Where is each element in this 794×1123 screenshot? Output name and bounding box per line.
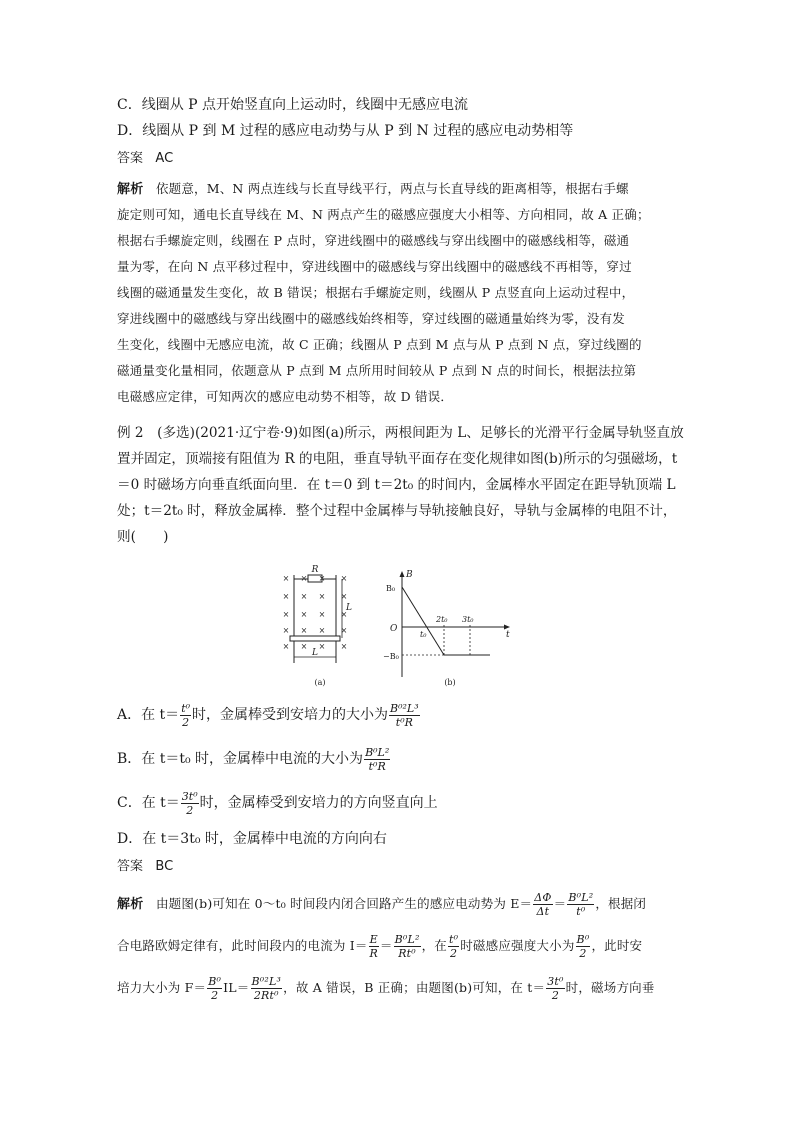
field-cross: × — [340, 642, 348, 651]
label-origin: O — [390, 624, 398, 634]
field-cross: × — [282, 592, 290, 601]
label-t0: t₀ — [420, 630, 427, 639]
option-d: D．线圈从 P 到 M 过程的感应电动势与从 P 到 N 过程的感应电动势相等 — [117, 123, 574, 139]
example-2-line-5: 则( ) — [117, 529, 169, 545]
figure-b — [383, 570, 510, 687]
q2-option-c: C．在 t＝ $\frac{\text{3t⁰}}{2}$ 时，金属棒受到安培力的方向竖直向上 — [117, 789, 438, 817]
answer-value: BC — [155, 859, 174, 874]
field-cross: × — [300, 574, 308, 583]
figure-a — [283, 565, 352, 687]
q2-option-d: D．在 t＝3t₀ 时，金属棒中电流的方向向右 — [117, 831, 387, 847]
analysis-1-line-4: 量为零，在向 N 点平移过程中，穿进线圈中的磁感线与穿出线圈中的磁感线不再相等，穿过 — [117, 259, 632, 274]
label-axis-t: t — [506, 630, 510, 640]
field-cross: × — [340, 574, 348, 583]
field-cross: × — [318, 610, 326, 619]
label-B0: B₀ — [386, 584, 396, 593]
answer-label: 答案 — [117, 151, 144, 166]
field-cross: × — [300, 592, 308, 601]
analysis-label: 解析 — [117, 182, 144, 197]
field-cross: × — [340, 592, 348, 601]
label-axis-B: B — [406, 570, 413, 580]
caption-b: (b) — [444, 678, 456, 687]
figure — [280, 565, 520, 690]
answer-value: AC — [155, 151, 174, 166]
example-2-line-3: ＝0 时磁场方向垂直纸面向里．在 t＝0 到 t＝2t₀ 的时间内，金属棒水平固定在距导轨顶端 L — [117, 477, 676, 493]
field-cross: × — [318, 592, 326, 601]
label-L-side: L — [346, 603, 352, 613]
field-cross: × — [318, 642, 326, 651]
label-3t0: 3t₀ — [462, 615, 474, 624]
caption-a: (a) — [314, 678, 326, 687]
analysis-1-line-9: 电磁感应定律，可知两次的感应电动势不相等，故 D 错误． — [117, 389, 454, 404]
field-cross: × — [282, 626, 290, 635]
axis-t-arrow — [504, 625, 510, 630]
field-cross: × — [318, 626, 326, 635]
analysis-1-line-5: 线圈的磁通量发生变化，故 B 错误；根据右手螺旋定则，线圈从 P 点竖直向上运动过程中， — [117, 285, 635, 300]
field-cross: × — [282, 574, 290, 583]
example-2-line-1: 例 2 (多选)(2021·辽宁卷·9)如图(a)所示，两根间距为 L、足够长的光滑平行金属导轨竖直放 — [117, 425, 684, 441]
field-cross: × — [282, 610, 290, 619]
q2-option-b: B．在 t＝t₀ 时，金属棒中电流的大小为 $\frac{\text{B⁰L²}}{\text{t⁰R}}$ — [117, 745, 390, 773]
analysis-2-line-1: 解析 由题图(b)可知在 0～t₀ 时间段内闭合回路产生的感应电动势为 E＝ $\frac{\Delta\Phi}{\Delta t}$ ＝ $\frac{\text{B⁰L²}}{\text{t⁰}}$ ，根据闭 — [117, 891, 647, 918]
analysis-1-line-8: 磁通量变化量相同，依题意从 P 点到 M 点所用时间较从 P 点到 N 点的时间长，根据法拉第 — [117, 363, 637, 378]
option-c: C．线圈从 P 点开始竖直向上运动时，线圈中无感应电流 — [117, 97, 469, 113]
analysis-1-line-6: 穿进线圈中的磁感线与穿出线圈中的磁感线始终相等，穿过线圈的磁通量始终为零，没有发 — [117, 311, 626, 326]
label-negB0: −B₀ — [383, 652, 399, 661]
analysis-2-line-3: 培力大小为 F＝ $\frac{\text{B⁰}}{2}$ IL＝ $\frac{\text{B⁰²L³}}{\text{2Rt⁰}}$ ，故 A 错误，B 正确；由题图(b)可知，在 t＝ $\frac{\text{3t⁰}}{2}$ 时，磁场方向垂 — [117, 975, 655, 1002]
answer-2 — [117, 856, 173, 878]
q2-option-a: A．在 t＝ $\frac{\text{t⁰}}{2}$ 时，金属棒受到安培力的大小为 $\frac{\text{B⁰²L³}}{\text{t⁰R}}$ — [117, 701, 419, 729]
field-cross: × — [318, 574, 326, 583]
field-cross: × — [282, 642, 290, 651]
example-2-line-4: 处；t＝2t₀ 时，释放金属棒．整个过程中金属棒与导轨接触良好，导轨与金属棒的电阻不计， — [117, 503, 677, 519]
axis-B-arrow — [400, 571, 405, 577]
label-2t0: 2t₀ — [436, 615, 448, 624]
example-2-line-2: 置并固定，顶端接有阻值为 R 的电阻，垂直导轨平面存在变化规律如图(b)所示的匀强磁场，t — [117, 451, 678, 467]
label-L-bottom: L — [312, 648, 318, 658]
answer-1 — [117, 148, 173, 170]
metal-rod — [290, 636, 340, 641]
label-R: R — [311, 565, 319, 575]
answer-label: 答案 — [117, 859, 144, 874]
analysis-1-line-3: 根据右手螺旋定则，线圈在 P 点时，穿进线圈中的磁感线与穿出线圈中的磁感线相等，磁通 — [117, 233, 630, 248]
analysis-1-line-1: 解析 依题意，M、N 两点连线与长直导线平行，两点与长直导线的距离相等，根据右手螺 — [117, 181, 629, 197]
field-cross: × — [300, 610, 308, 619]
field-cross: × — [340, 626, 348, 635]
field-cross: × — [300, 626, 308, 635]
field-cross: × — [340, 610, 348, 619]
analysis-1-line-7: 生变化，线圈中无感应电流，故 C 正确；线圈从 P 点到 M 点与从 P 点到 N 点，穿过线圈的 — [117, 337, 642, 352]
analysis-2-line-2: 合电路欧姆定律有，此时间段内的电流为 I＝ $\frac{E}{R}$ ＝ $\frac{\text{B⁰L²}}{\text{Rt⁰}}$ ，在 $\frac{\text{t⁰}}{2}$ 时磁感应强度大小为 $\frac{\text{B⁰}}{2}$ ，此时安 — [117, 933, 643, 960]
field-cross: × — [300, 642, 308, 651]
analysis-1-line-2: 旋定则可知，通电长直导线在 M、N 两点产生的磁感应强度大小相等、方向相同，故 A 正确； — [117, 207, 650, 222]
